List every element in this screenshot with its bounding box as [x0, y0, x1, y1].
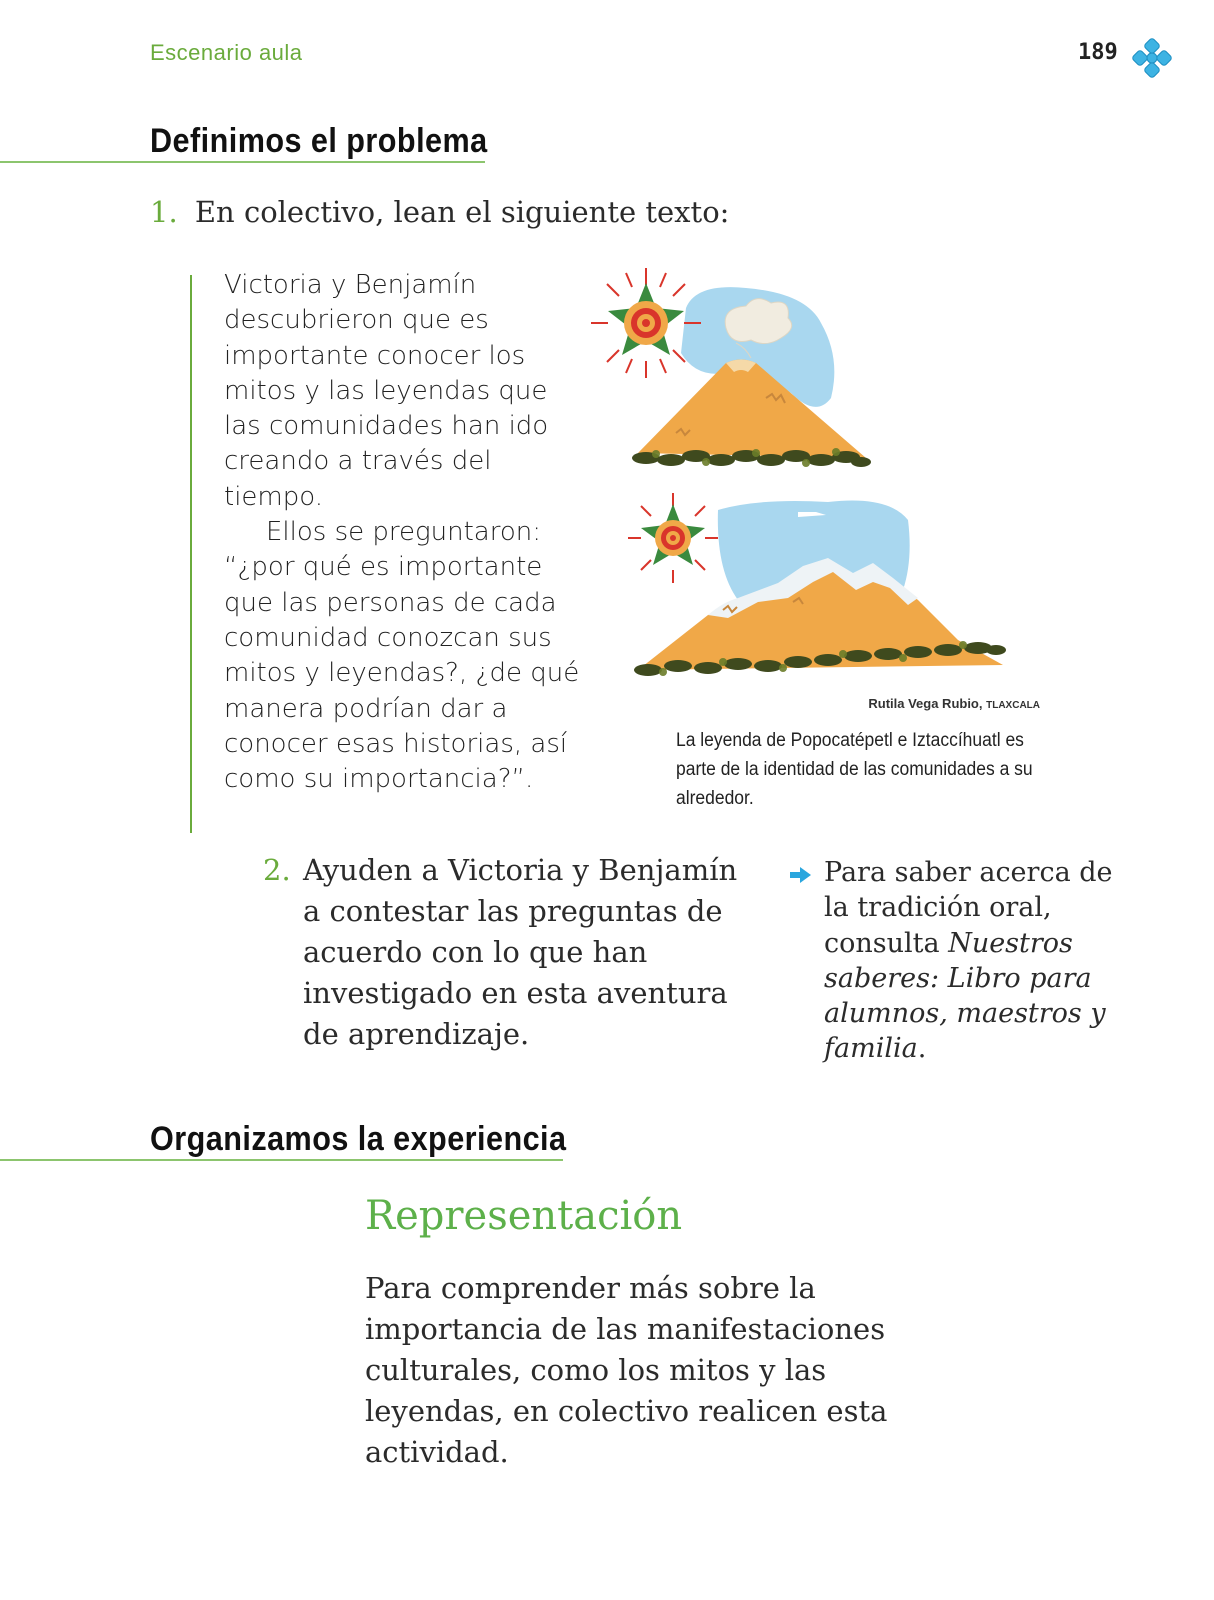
instruction-item-2	[263, 850, 743, 1055]
side-note-text: Para saber acerca de la tradición oral, consulta	[824, 857, 1113, 959]
reading-paragraph-2: Ellos se preguntaron: “¿por qué es importante que las personas de cada comunidad conozcan sus mitos y leyendas?, ¿de qué manera podrían dar a conocer esas historias, así como su importancia?”.	[224, 517, 580, 795]
section-title-definimos: Definimos el problema	[150, 122, 488, 160]
instruction-item-1	[150, 192, 850, 233]
section-rule	[0, 161, 485, 163]
subtitle-representacion: Representación	[365, 1193, 683, 1239]
reading-border	[190, 275, 192, 833]
reading-paragraph-1: Victoria y Benjamín descubrieron que es importante conocer los mitos y las leyendas que las comunidades han ido creando a través del tiempo.	[224, 270, 549, 512]
section-rule	[0, 1159, 563, 1161]
side-note-reference	[824, 855, 1124, 1067]
section-title-organizamos: Organizamos la experiencia	[150, 1120, 567, 1158]
arrow-right-icon	[790, 866, 812, 884]
popocatepetl-illustration	[576, 268, 946, 483]
header-section-label: Escenario aula	[150, 40, 303, 65]
item-text: En colectivo, lean el siguiente texto:	[194, 195, 730, 229]
item-number: 2.	[263, 853, 291, 887]
credit-place: TLAXCALA	[986, 700, 1040, 711]
illustration-caption: La leyenda de Popocatépetl e Iztaccíhuatl es parte de la identidad de las comunidades a su alrededor.	[676, 730, 1033, 809]
side-note-end: .	[917, 1033, 927, 1065]
representation-text: Para comprender más sobre la importancia de las manifestaciones culturales, como los mitos y las leyendas, en colectivo realicen esta actividad.	[365, 1271, 888, 1469]
credit-name: Rutila Vega Rubio,	[868, 696, 983, 711]
book-title: Nuestros saberes: Libro para alumnos, maestros y familia	[824, 927, 1106, 1065]
page-number: 189	[1078, 40, 1118, 65]
item-number: 1.	[150, 195, 178, 229]
item-text: Ayuden a Victoria y Benjamín a contestar las preguntas de acuerdo con lo que han investigado en esta aventura de aprendizaje.	[303, 853, 738, 1051]
flower-logo-icon	[1132, 38, 1172, 78]
reading-text	[224, 268, 584, 797]
iztaccihuatl-illustration	[628, 490, 1013, 690]
illustration-credit	[800, 696, 1040, 711]
